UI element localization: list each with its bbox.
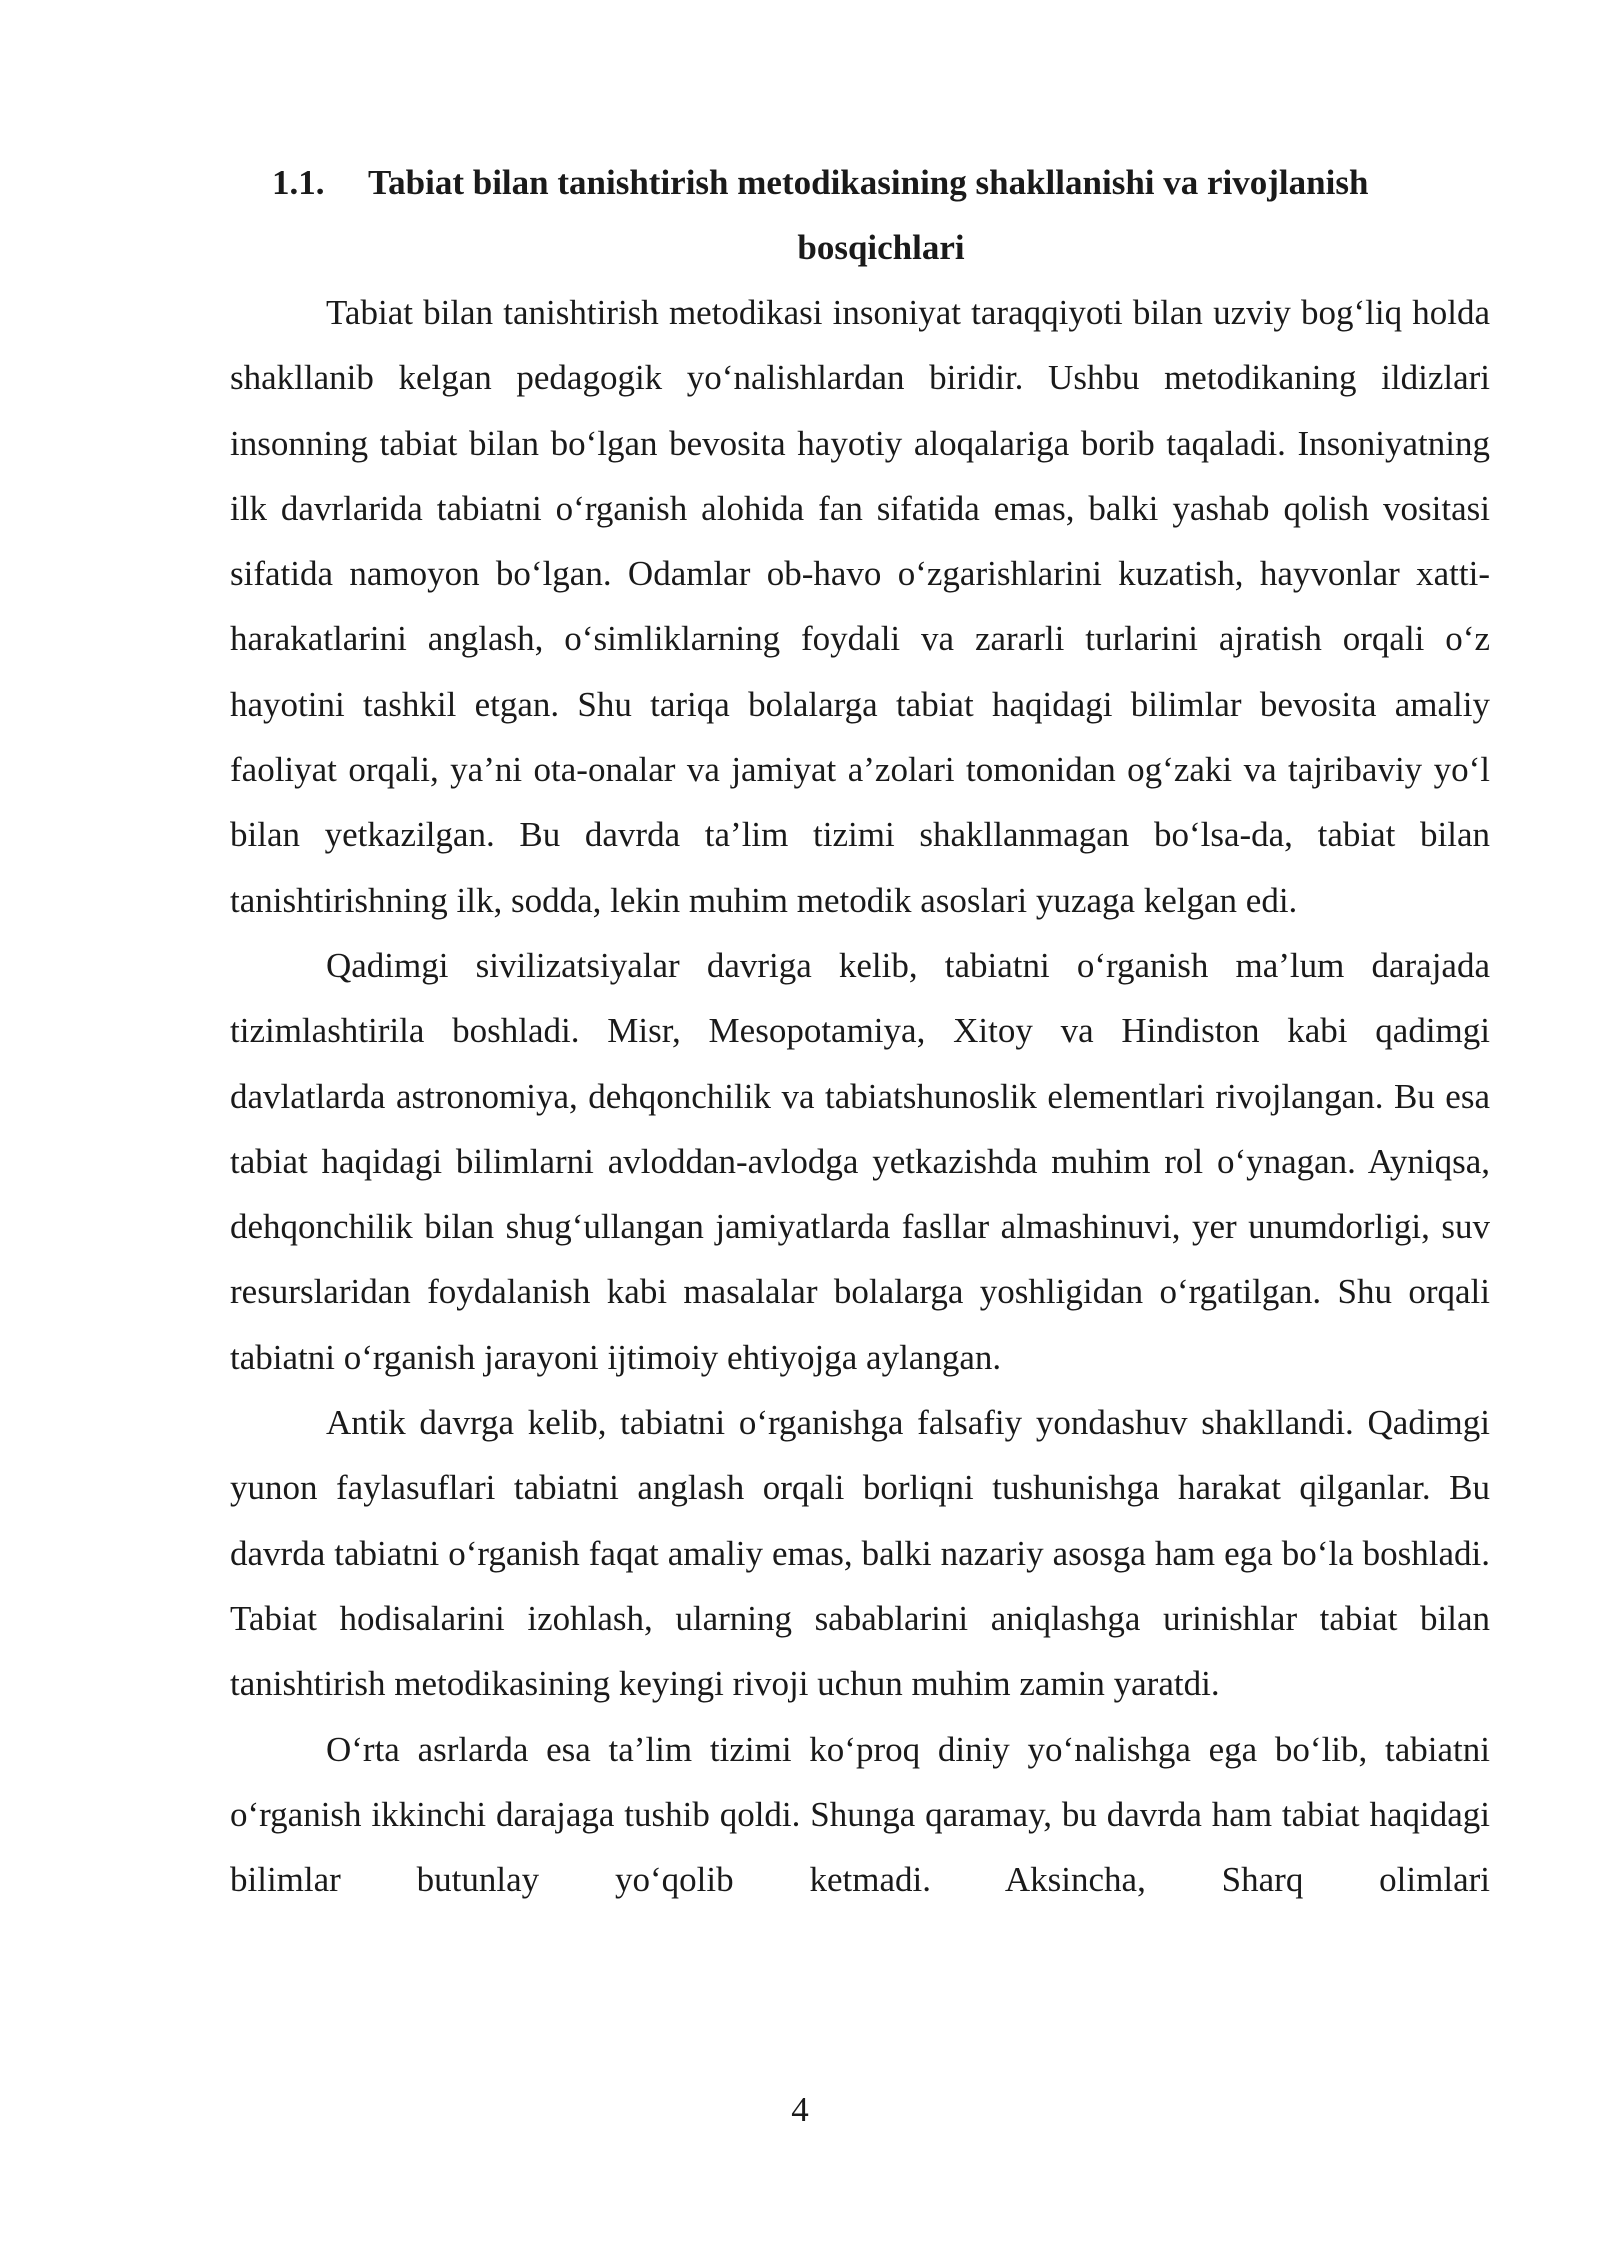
paragraph: Tabiat bilan tanishtirish metodikasi insoniyat taraqqiyoti bilan uzviy bog‘liq holda shakllanib kelgan pedagogik yo‘nalishlardan biridir. Ushbu metodikaning ildizlari insonning tabiat bilan bo‘lgan bevosita hayotiy aloqalariga borib taqaladi. Insoniyatning ilk davrlarida tabiatni o‘rganish alohida fan sifatida emas, balki yashab qolish vositasi sifatida namoyon bo‘lgan. Odamlar ob-havo o‘zgarishlarini kuzatish, hayvonlar xatti-harakatlarini anglash, o‘simliklarning foydali va zararli turlarini ajratish orqali o‘z hayotini tashkil etgan. Shu tariqa bolalarga tabiat haqidagi bilimlar bevosita amaliy faoliyat orqali, ya’ni ota-onalar va jamiyat a’zolari tomonidan og‘zaki va tajribaviy yo‘l bilan yetkazilgan. Bu davrda ta’lim tizimi shakllanmagan bo‘lsa-da, tabiat bilan tanishtirishning ilk, sodda, lekin muhim metodik asoslari yuzaga kelgan edi. [230, 293, 1490, 920]
paragraph: O‘rta asrlarda esa ta’lim tizimi ko‘proq diniy yo‘nalishga ega bo‘lib, tabiatni o‘rganish ikkinchi darajaga tushib qoldi. Shunga qaramay, bu davrda ham tabiat haqidagi bilimlar butunlay yo‘qolib ketmadi. Aksincha, Sharq olimlari [230, 1729, 1490, 1900]
page-number: 4 [791, 2090, 809, 2129]
section-title-line2: bosqichlari [797, 228, 965, 267]
section-heading-line1 [230, 150, 1490, 215]
section-number: 1.1. [272, 163, 325, 202]
paragraph: Antik davrga kelib, tabiatni o‘rganishga falsafiy yondashuv shakllandi. Qadimgi yunon faylasuflari tabiatni anglash orqali borliqni tushunishga harakat qilganlar. Bu davrda tabiatni o‘rganish faqat amaliy emas, balki nazariy asosga ham ega bo‘la boshladi. Tabiat hodisalarini izohlash, ularning sabablarini aniqlashga urinishlar tabiat bilan tanishtirish metodikasining keyingi rivoji uchun muhim zamin yaratdi. [230, 1403, 1490, 1704]
body-text [230, 280, 1490, 1912]
paragraph: Qadimgi sivilizatsiyalar davriga kelib, tabiatni o‘rganish ma’lum darajada tizimlashtirila boshladi. Misr, Mesopotamiya, Xitoy va Hindiston kabi qadimgi davlatlarda astronomiya, dehqonchilik va tabiatshunoslik elementlari rivojlangan. Bu esa tabiat haqidagi bilimlarni avloddan-avlodga yetkazishda muhim rol o‘ynagan. Ayniqsa, dehqonchilik bilan shug‘ullangan jamiyatlarda fasllar almashinuvi, yer unumdorligi, suv resurslaridan foydalanish kabi masalalar bolalarga yoshligidan o‘rgatilgan. Shu orqali tabiatni o‘rganish jarayoni ijtimoiy ehtiyojga aylangan. [230, 945, 1490, 1377]
section-heading [230, 150, 1490, 280]
section-title-line1: Tabiat bilan tanishtirish metodikasining shakllanishi va rivojlanish [368, 163, 1369, 202]
